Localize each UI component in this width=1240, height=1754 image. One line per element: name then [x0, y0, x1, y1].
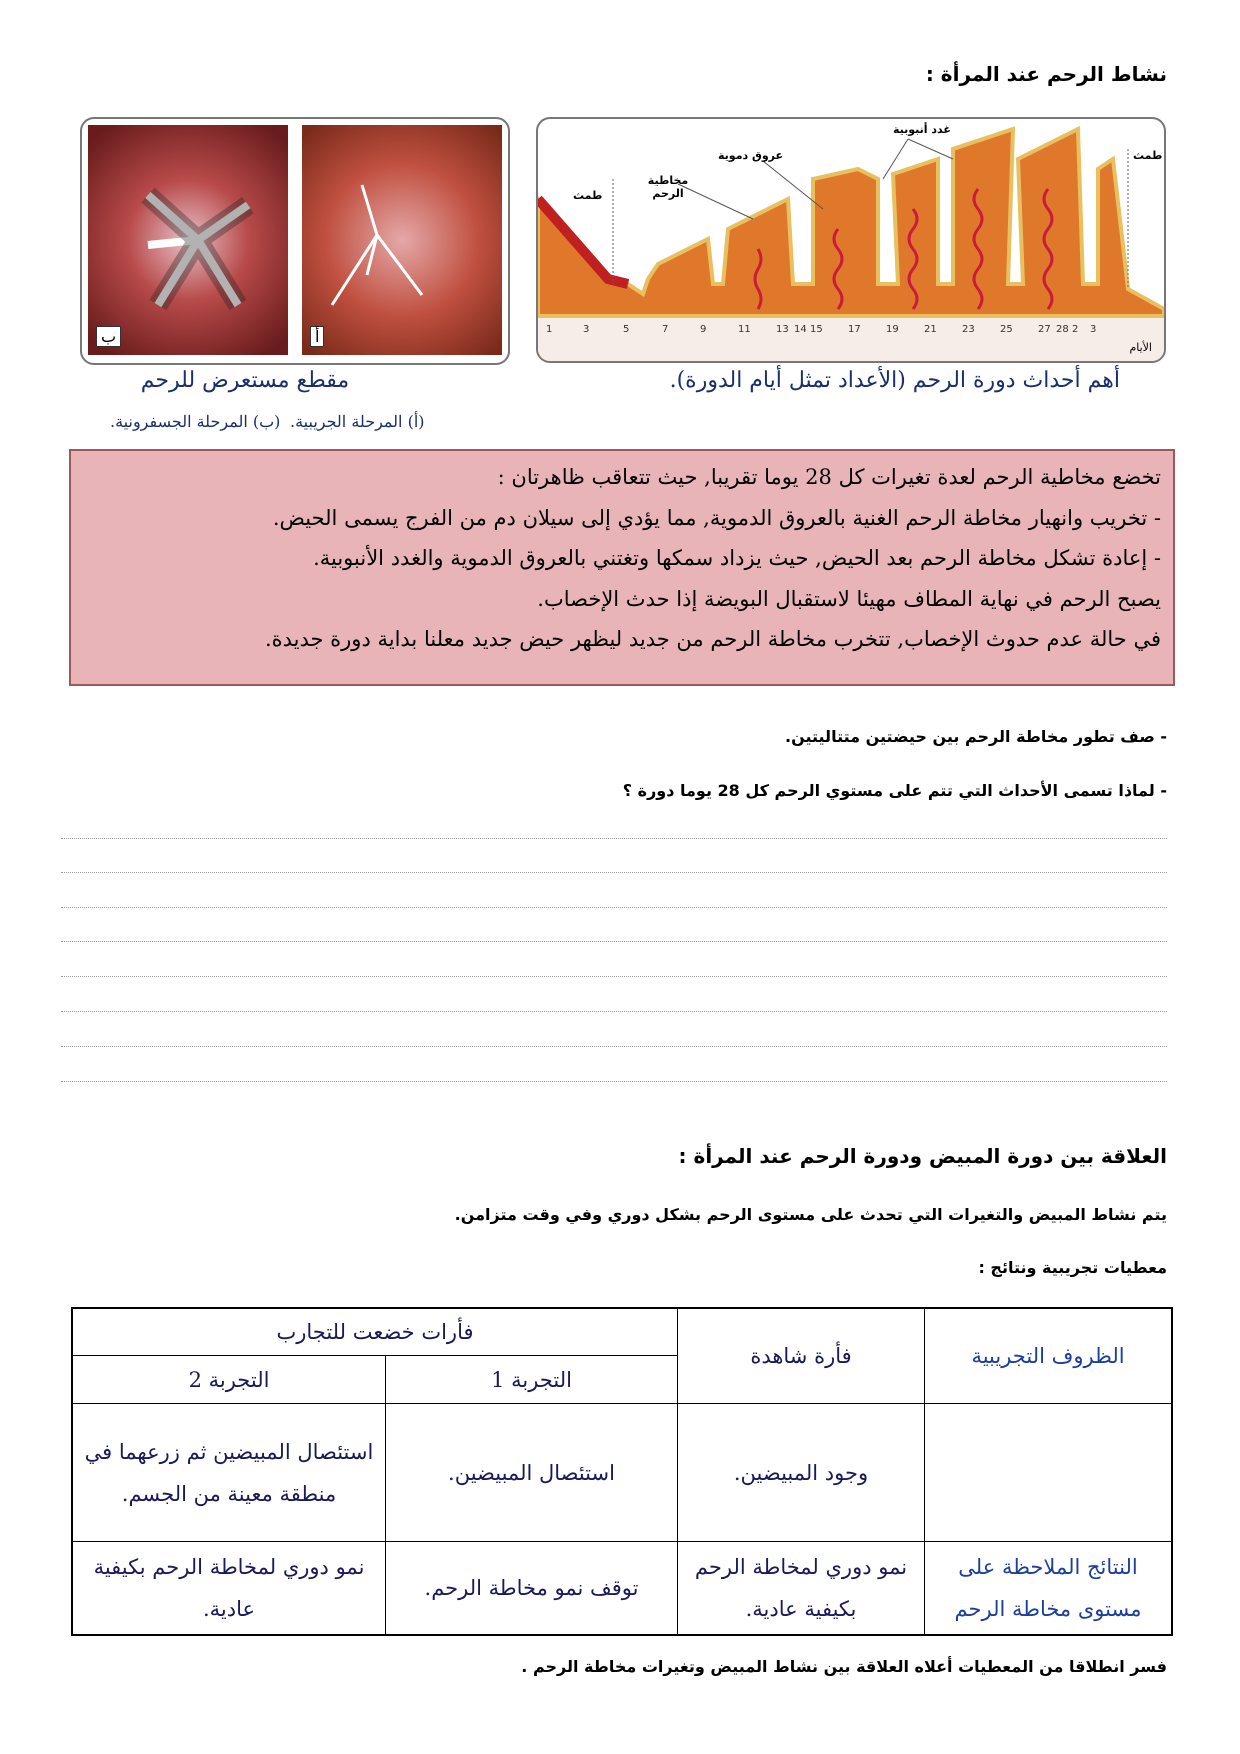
day-tick: 23 — [962, 324, 975, 335]
label-menstruation-right: طمث — [1133, 149, 1163, 162]
header-treated: فأرات خضعت للتجارب — [72, 1308, 678, 1356]
cell-exp2-result: نمو دوري لمخاطة الرحم بكيفية عادية. — [72, 1542, 386, 1635]
label-a: أ — [310, 326, 324, 347]
answer-line[interactable] — [61, 941, 1167, 942]
day-tick: 14 — [794, 324, 807, 335]
uterus-section-figure — [80, 117, 510, 365]
day-axis — [538, 324, 1164, 340]
day-tick: 25 — [1000, 324, 1013, 335]
day-tick: 27 — [1038, 324, 1051, 335]
answer-line[interactable] — [61, 1011, 1167, 1012]
final-question: فسر انطلاقا من المعطيات أعلاه العلاقة بين نشاط المبيض وتغيرات مخاطة الرحم . — [521, 1657, 1167, 1676]
uterine-cycle-diagram — [536, 117, 1166, 363]
diagram-caption: أهم أحداث دورة الرحم (الأعداد تمثل أيام الدورة). — [669, 368, 1120, 393]
day-tick: 13 — [776, 324, 789, 335]
info-box — [69, 449, 1175, 686]
day-tick: 28 — [1056, 324, 1069, 335]
question-1: - صف تطور مخاطة الرحم بين حيضتين متتاليتين. — [784, 727, 1167, 746]
header-control: فأرة شاهدة — [678, 1308, 925, 1404]
cell-exp1-condition: استئصال المبيضين. — [386, 1404, 678, 1542]
cell-conditions-label — [925, 1404, 1173, 1542]
section1-title: نشاط الرحم عند المرأة : — [925, 62, 1167, 86]
day-tick: 21 — [924, 324, 937, 335]
cell-control-condition: وجود المبيضين. — [678, 1404, 925, 1542]
info-line: تخضع مخاطية الرحم لعدة تغيرات كل 28 يوما تقريبا, حيث تتعاقب ظاهرتان : — [497, 465, 1161, 489]
label-menstruation-left: طمث — [573, 189, 603, 202]
label-days: الأيام — [1129, 341, 1152, 354]
cell-exp1-result: توقف نمو مخاطة الرحم. — [386, 1542, 678, 1635]
label-endometrium: مخاطية الرحم — [647, 174, 689, 200]
question-2: - لماذا تسمى الأحداث التي تتم على مستوي الرحم كل 28 يوما دورة ؟ — [622, 781, 1167, 800]
caption-follicular: (أ) المرحلة الجريبية. — [290, 412, 425, 431]
answer-line[interactable] — [61, 838, 1167, 839]
day-tick: 2 — [1072, 324, 1079, 335]
photo-follicular-phase — [302, 125, 502, 355]
section-figure-caption: مقطع مستعرض للرحم — [140, 368, 350, 393]
day-tick: 3 — [1090, 324, 1097, 335]
info-line: يصبح الرحم في نهاية المطاف مهيئا لاستقبال البويضة إذا حدث الإخصاب. — [537, 586, 1161, 611]
data-title: معطيات تجريبية ونتائج : — [978, 1258, 1167, 1277]
answer-line[interactable] — [61, 1046, 1167, 1047]
section2-intro: يتم نشاط المبيض والتغيرات التي تحدث على مستوى الرحم بشكل دوري وفي وقت متزامن. — [454, 1205, 1167, 1224]
answer-line[interactable] — [61, 976, 1167, 977]
label-blood-vessels: عروق دموية — [718, 149, 784, 162]
cell-results-label: النتائج الملاحظة على مستوى مخاطة الرحم — [925, 1542, 1173, 1635]
experiment-table — [71, 1307, 1173, 1636]
day-tick: 3 — [583, 324, 590, 335]
header-exp2: التجربة 2 — [72, 1356, 386, 1404]
day-tick: 15 — [810, 324, 823, 335]
day-tick: 9 — [700, 324, 707, 335]
cell-exp2-condition: استئصال المبيضين ثم زرعهما في منطقة معينة من الجسم. — [72, 1404, 386, 1542]
section2-title: العلاقة بين دورة المبيض ودورة الرحم عند المرأة : — [678, 1144, 1167, 1168]
day-tick: 1 — [546, 324, 553, 335]
info-line: - تخريب وانهيار مخاطة الرحم الغنية بالعروق الدموية, مما يؤدي إلى سيلان دم من الفرج يسمى الحيض. — [272, 505, 1161, 530]
day-tick: 5 — [623, 324, 630, 335]
header-exp1: التجربة 1 — [386, 1356, 678, 1404]
cell-control-result: نمو دوري لمخاطة الرحم بكيفية عادية. — [678, 1542, 925, 1635]
day-tick: 11 — [738, 324, 751, 335]
answer-line[interactable] — [61, 872, 1167, 873]
label-tubular-glands: غدد أنبوبية — [893, 123, 951, 136]
photo-luteal-phase — [88, 125, 288, 355]
answer-line[interactable] — [61, 907, 1167, 908]
answer-line[interactable] — [61, 1081, 1167, 1082]
caption-luteal: (ب) المرحلة الجسفرونية. — [110, 412, 281, 431]
info-line: في حالة عدم حدوث الإخصاب, تتخرب مخاطة الرحم من جديد ليظهر حيض جديد معلنا بداية دورة جديدة. — [264, 627, 1161, 651]
day-tick: 7 — [662, 324, 669, 335]
day-tick: 17 — [848, 324, 861, 335]
header-conditions: الظروف التجريبية — [925, 1308, 1173, 1404]
info-line: - إعادة تشكل مخاطة الرحم بعد الحيض, حيث يزداد سمكها وتغتني بالعروق الدموية والغدد الأنبوبية. — [313, 546, 1161, 570]
label-b: ب — [96, 326, 121, 347]
day-tick: 19 — [886, 324, 899, 335]
